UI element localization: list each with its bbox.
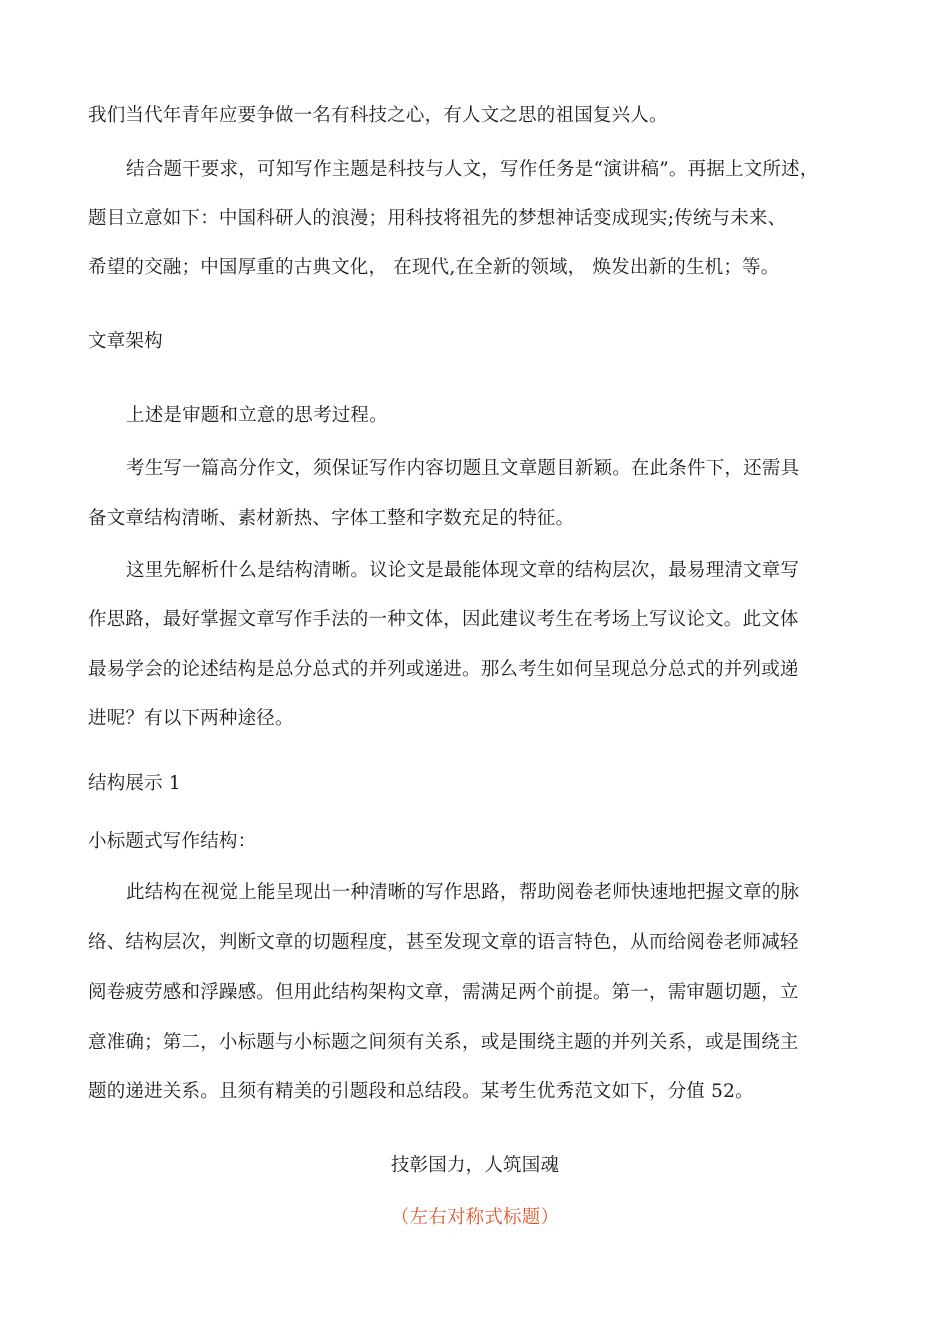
essay-title: 技彰国力，人筑国魂 [390,1155,560,1176]
subsection-heading: 小标题式写作结构： [88,831,257,852]
paragraph-line: 上述是审题和立意的思考过程。 [126,405,388,426]
section-heading: 结构展示 1 [88,773,181,794]
paragraph-line: 希望的交融；中国厚重的古典文化， 在现代,在全新的领域， 焕发出新的生机；等。 [88,257,780,278]
paragraph-line: 结合题干要求，可知写作主题是科技与人文，写作任务是“演讲稿”。再据上文所述， [126,159,819,180]
essay-title-note: （左右对称式标题） [390,1207,560,1228]
paragraph-line: 题目立意如下：中国科研人的浪漫；用科技将祖先的梦想神话变成现实;传统与未来、 [88,208,787,229]
paragraph-line: 意准确；第二，小标题与小标题之间须有关系，或是围绕主题的并列关系，或是围绕主 [88,1032,799,1053]
paragraph-line: 我们当代年青年应要争做一名有科技之心，有人文之思的祖国复兴人。 [88,105,668,126]
paragraph-line: 作思路，最好掌握文章写作手法的一种文体，因此建议考生在考场上写议论文。此文体 [88,609,799,630]
paragraph-line: 最易学会的论述结构是总分总式的并列或递进。那么考生如何呈现总分总式的并列或递 [88,659,799,680]
paragraph-line: 进呢？有以下两种途径。 [88,708,294,729]
paragraph-line: 阅卷疲劳感和浮躁感。但用此结构架构文章，需满足两个前提。第一，需审题切题，立 [88,982,799,1003]
paragraph-line: 题的递进关系。且须有精美的引题段和总结段。某考生优秀范文如下，分值 52。 [88,1081,754,1102]
paragraph-line: 此结构在视觉上能呈现出一种清晰的写作思路，帮助阅卷老师快速地把握文章的脉 [126,882,800,903]
paragraph-line: 这里先解析什么是结构清晰。议论文是最能体现文章的结构层次，最易理清文章写 [126,560,800,581]
paragraph-line: 络、结构层次，判断文章的切题程度，甚至发现文章的语言特色，从而给阅卷老师减轻 [88,932,799,953]
section-heading: 文章架构 [88,331,163,352]
paragraph-line: 考生写一篇高分作文，须保证写作内容切题且文章题目新颖。在此条件下，还需具 [126,458,800,479]
paragraph-line: 备文章结构清晰、素材新热、字体工整和字数充足的特征。 [88,508,575,529]
